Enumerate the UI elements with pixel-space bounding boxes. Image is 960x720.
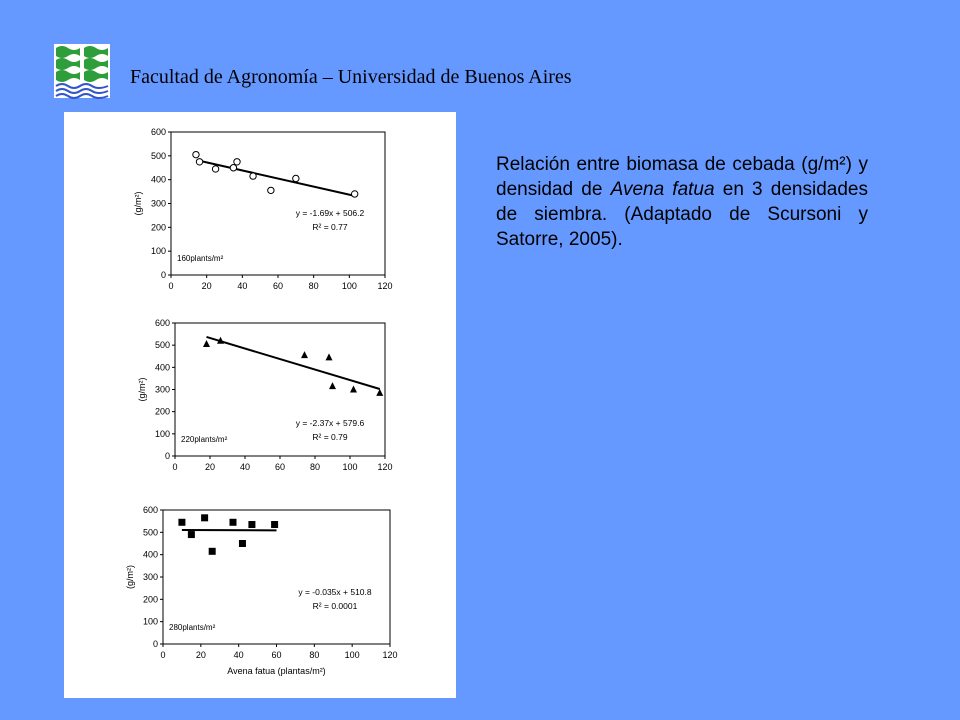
x-tick-label: 60 [274,462,286,472]
y-tick-label: 200 [150,222,166,233]
charts-panel [64,112,456,698]
y-axis-label: (g/m²) [137,377,147,402]
data-point [178,519,185,526]
r-squared: R² = 0.77 [312,222,348,232]
y-tick-label: 0 [164,451,170,461]
charts-svg [64,112,456,698]
y-tick-label: 200 [142,594,158,605]
y-tick-label: 0 [152,639,158,649]
x-tick-label: 80 [309,650,320,660]
y-tick-label: 200 [154,406,170,417]
data-point [239,540,246,547]
x-tick-label: 100 [341,281,357,291]
x-tick-label: 100 [344,650,360,660]
y-tick-label: 400 [142,549,158,560]
y-tick-label: 300 [154,384,170,395]
caption-text-before: Relación entre biomasa de cebada (g/m²) y densidad de [496,154,868,200]
x-tick-label: 20 [201,281,212,291]
y-tick-label: 400 [154,362,170,373]
x-tick-label: 120 [382,650,398,660]
r-squared: R² = 0.79 [312,432,348,442]
x-tick-label: 0 [160,650,166,660]
y-tick-label: 500 [142,527,158,538]
y-tick-label: 600 [154,318,170,328]
trend-equation: y = -2.37x + 579.6 [295,418,365,428]
y-tick-label: 600 [150,127,166,137]
density-label: 280plants/m² [169,623,216,632]
chart-3 [125,505,398,676]
y-tick-label: 300 [150,198,166,209]
data-point [268,187,274,193]
page-title: Facultad de Agronomía – Universidad de Buenos Aires [130,66,572,88]
caption-text-after: en 3 densidades de siembra. (Adaptado de Scursoni y Satorre, 2005). [496,179,868,250]
x-tick-label: 20 [195,650,206,660]
data-point [376,389,383,396]
y-tick-label: 400 [150,174,166,185]
x-tick-label: 0 [172,462,178,472]
y-tick-label: 100 [142,616,158,627]
y-tick-label: 300 [142,572,158,582]
data-point [350,386,357,393]
data-point [188,531,195,538]
y-axis-label: (g/m²) [133,191,143,216]
y-tick-label: 100 [150,246,166,257]
y-tick-label: 100 [154,428,170,439]
trend-equation: y = -1.69x + 506.2 [295,208,365,218]
x-tick-label: 120 [377,281,393,291]
data-point [248,521,255,528]
trend-line [198,160,355,195]
data-point [193,151,199,157]
data-point [234,159,240,165]
r-squared: R² = 0.0001 [312,601,358,611]
y-tick-label: 500 [154,340,170,351]
x-tick-label: 0 [168,281,174,291]
x-tick-label: 40 [237,281,248,291]
x-tick-label: 120 [377,462,393,472]
data-point [271,521,278,528]
y-tick-label: 600 [142,505,158,515]
x-tick-label: 80 [309,462,321,472]
x-tick-label: 40 [239,462,251,472]
x-tick-label: 80 [308,281,319,291]
data-point [329,382,336,389]
data-point [351,191,357,197]
data-point [326,353,333,360]
trend-equation: y = -0.035x + 510.8 [298,587,372,597]
y-tick-label: 500 [150,150,166,161]
data-point [301,351,308,358]
data-point [212,166,218,172]
x-tick-label: 40 [233,650,244,660]
data-point [229,519,236,526]
data-point [293,175,299,181]
figure-caption [496,152,868,252]
x-tick-label: 20 [204,462,216,472]
chart-1 [133,127,393,291]
density-label: 160plants/m² [177,254,224,263]
data-point [250,173,256,179]
x-tick-label: 60 [272,281,284,291]
data-point [196,159,202,165]
data-point [201,514,208,521]
y-axis-label: (g/m²) [125,565,135,589]
y-tick-label: 0 [160,270,166,280]
university-logo [52,42,112,100]
data-point [209,548,216,555]
x-axis-label: Avena fatua (plantas/m²) [227,666,326,676]
data-point [230,165,236,171]
x-tick-label: 60 [271,650,282,660]
density-label: 220plants/m² [181,435,228,444]
x-tick-label: 100 [342,462,358,472]
caption-species: Avena fatua [610,179,715,200]
chart-2 [137,318,393,472]
data-point [203,340,210,347]
trend-line [207,337,380,389]
